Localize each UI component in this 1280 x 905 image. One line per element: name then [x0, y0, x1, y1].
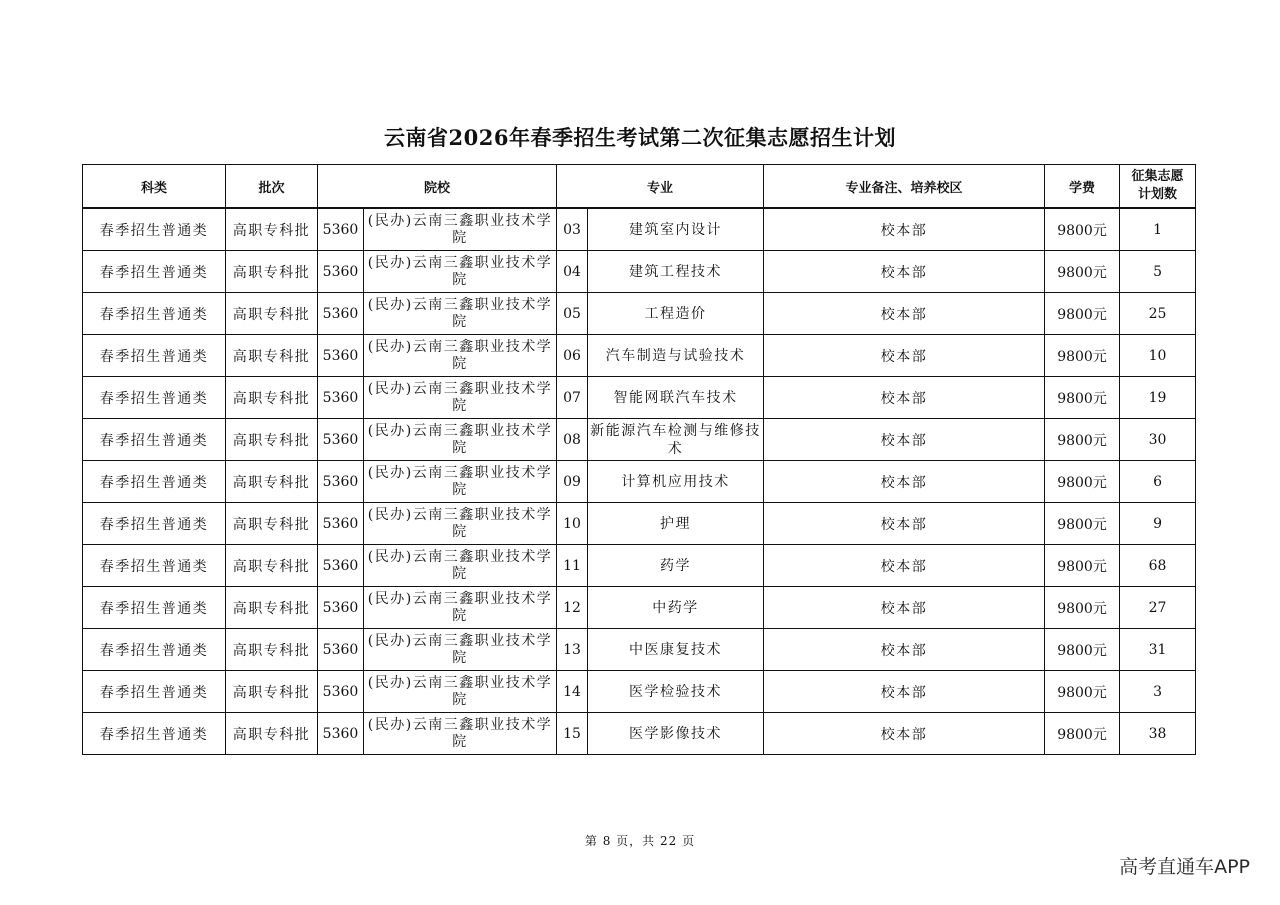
table-row: [83, 208, 1196, 251]
table-row: [83, 587, 1196, 629]
cell-major-code: 08: [557, 419, 588, 461]
cell-major-code: 13: [557, 629, 588, 671]
cell-major-code: 15: [557, 713, 588, 755]
cell-fee: 9800元: [1045, 713, 1120, 755]
cell-note: 校本部: [764, 629, 1045, 671]
cell-note: 校本部: [764, 713, 1045, 755]
cell-category: 春季招生普通类: [83, 208, 226, 251]
cell-plan: 19: [1120, 377, 1196, 419]
cell-school-code: 5360: [318, 671, 364, 713]
cell-school-code: 5360: [318, 461, 364, 503]
cell-major-code: 06: [557, 335, 588, 377]
cell-fee: 9800元: [1045, 335, 1120, 377]
cell-category: 春季招生普通类: [83, 293, 226, 335]
cell-major-code: 12: [557, 587, 588, 629]
header-plan-line2: 计划数: [1138, 187, 1178, 202]
header-major: 专业: [557, 165, 764, 209]
cell-plan: 68: [1120, 545, 1196, 587]
cell-school-code: 5360: [318, 377, 364, 419]
cell-batch: 高职专科批: [226, 503, 318, 545]
cell-major-name: 建筑工程技术: [588, 251, 764, 293]
table-row: [83, 377, 1196, 419]
header-note: 专业备注、培养校区: [764, 165, 1045, 209]
cell-batch: 高职专科批: [226, 587, 318, 629]
cell-fee: 9800元: [1045, 587, 1120, 629]
cell-fee: 9800元: [1045, 377, 1120, 419]
cell-school-code: 5360: [318, 335, 364, 377]
cell-school-name: (民办)云南三鑫职业技术学院: [364, 629, 557, 671]
cell-plan: 1: [1120, 208, 1196, 251]
cell-school-code: 5360: [318, 251, 364, 293]
cell-school-name: (民办)云南三鑫职业技术学院: [364, 335, 557, 377]
cell-note: 校本部: [764, 545, 1045, 587]
table-row: [83, 293, 1196, 335]
cell-school-name: (民办)云南三鑫职业技术学院: [364, 545, 557, 587]
cell-category: 春季招生普通类: [83, 587, 226, 629]
cell-school-name: (民办)云南三鑫职业技术学院: [364, 713, 557, 755]
cell-major-name: 工程造价: [588, 293, 764, 335]
cell-fee: 9800元: [1045, 419, 1120, 461]
cell-school-code: 5360: [318, 629, 364, 671]
cell-note: 校本部: [764, 251, 1045, 293]
cell-school-code: 5360: [318, 419, 364, 461]
table-row: [83, 251, 1196, 293]
cell-major-code: 10: [557, 503, 588, 545]
cell-school-name: (民办)云南三鑫职业技术学院: [364, 208, 557, 251]
cell-major-name: 计算机应用技术: [588, 461, 764, 503]
cell-batch: 高职专科批: [226, 419, 318, 461]
cell-fee: 9800元: [1045, 461, 1120, 503]
cell-major-code: 04: [557, 251, 588, 293]
cell-school-name: (民办)云南三鑫职业技术学院: [364, 671, 557, 713]
cell-school-name: (民办)云南三鑫职业技术学院: [364, 587, 557, 629]
cell-batch: 高职专科批: [226, 335, 318, 377]
page-number: 第 8 页，共 22 页: [584, 834, 696, 848]
cell-plan: 31: [1120, 629, 1196, 671]
cell-plan: 9: [1120, 503, 1196, 545]
cell-plan: 27: [1120, 587, 1196, 629]
cell-batch: 高职专科批: [226, 293, 318, 335]
cell-category: 春季招生普通类: [83, 713, 226, 755]
cell-major-code: 03: [557, 208, 588, 251]
cell-fee: 9800元: [1045, 671, 1120, 713]
table-row: [83, 419, 1196, 461]
cell-major-name: 护理: [588, 503, 764, 545]
cell-batch: 高职专科批: [226, 208, 318, 251]
cell-note: 校本部: [764, 461, 1045, 503]
cell-note: 校本部: [764, 671, 1045, 713]
header-plan: [1120, 165, 1196, 209]
cell-plan: 30: [1120, 419, 1196, 461]
header-batch: 批次: [226, 165, 318, 209]
cell-fee: 9800元: [1045, 629, 1120, 671]
table-row: [83, 629, 1196, 671]
cell-category: 春季招生普通类: [83, 503, 226, 545]
cell-note: 校本部: [764, 208, 1045, 251]
cell-major-code: 14: [557, 671, 588, 713]
cell-fee: 9800元: [1045, 545, 1120, 587]
cell-plan: 10: [1120, 335, 1196, 377]
plan-table: [82, 164, 1196, 755]
cell-fee: 9800元: [1045, 208, 1120, 251]
cell-school-code: 5360: [318, 713, 364, 755]
cell-major-name: 汽车制造与试验技术: [588, 335, 764, 377]
cell-school-code: 5360: [318, 293, 364, 335]
cell-major-code: 09: [557, 461, 588, 503]
cell-school-name: (民办)云南三鑫职业技术学院: [364, 503, 557, 545]
cell-major-name: 新能源汽车检测与维修技术: [588, 419, 764, 461]
cell-note: 校本部: [764, 377, 1045, 419]
table-row: [83, 335, 1196, 377]
app-watermark: 高考直通车APP: [1119, 856, 1250, 878]
cell-major-name: 智能网联汽车技术: [588, 377, 764, 419]
cell-fee: 9800元: [1045, 503, 1120, 545]
cell-fee: 9800元: [1045, 293, 1120, 335]
cell-batch: 高职专科批: [226, 713, 318, 755]
cell-major-code: 05: [557, 293, 588, 335]
table-body: [83, 208, 1196, 755]
cell-plan: 38: [1120, 713, 1196, 755]
cell-school-code: 5360: [318, 208, 364, 251]
cell-major-name: 医学检验技术: [588, 671, 764, 713]
table-row: [83, 461, 1196, 503]
cell-batch: 高职专科批: [226, 671, 318, 713]
cell-major-code: 11: [557, 545, 588, 587]
cell-category: 春季招生普通类: [83, 251, 226, 293]
header-fee: 学费: [1045, 165, 1120, 209]
header-plan-line1: 征集志愿: [1131, 169, 1184, 184]
cell-major-name: 中药学: [588, 587, 764, 629]
cell-batch: 高职专科批: [226, 545, 318, 587]
cell-note: 校本部: [764, 293, 1045, 335]
cell-school-name: (民办)云南三鑫职业技术学院: [364, 419, 557, 461]
cell-note: 校本部: [764, 503, 1045, 545]
table-row: [83, 713, 1196, 755]
cell-category: 春季招生普通类: [83, 335, 226, 377]
cell-note: 校本部: [764, 419, 1045, 461]
cell-note: 校本部: [764, 587, 1045, 629]
table-row: [83, 503, 1196, 545]
cell-school-code: 5360: [318, 503, 364, 545]
cell-batch: 高职专科批: [226, 629, 318, 671]
cell-note: 校本部: [764, 335, 1045, 377]
cell-plan: 25: [1120, 293, 1196, 335]
cell-category: 春季招生普通类: [83, 461, 226, 503]
cell-category: 春季招生普通类: [83, 629, 226, 671]
cell-major-name: 医学影像技术: [588, 713, 764, 755]
cell-major-name: 建筑室内设计: [588, 208, 764, 251]
cell-major-code: 07: [557, 377, 588, 419]
cell-school-name: (民办)云南三鑫职业技术学院: [364, 293, 557, 335]
cell-major-name: 中医康复技术: [588, 629, 764, 671]
cell-school-name: (民办)云南三鑫职业技术学院: [364, 377, 557, 419]
cell-plan: 5: [1120, 251, 1196, 293]
cell-category: 春季招生普通类: [83, 545, 226, 587]
cell-fee: 9800元: [1045, 251, 1120, 293]
table-header-row: [83, 165, 1196, 209]
table-row: [83, 545, 1196, 587]
cell-batch: 高职专科批: [226, 377, 318, 419]
cell-category: 春季招生普通类: [83, 419, 226, 461]
header-school: 院校: [318, 165, 557, 209]
cell-major-name: 药学: [588, 545, 764, 587]
page-title: 云南省2026年春季招生考试第二次征集志愿招生计划: [384, 125, 896, 150]
table-row: [83, 671, 1196, 713]
cell-category: 春季招生普通类: [83, 377, 226, 419]
cell-batch: 高职专科批: [226, 251, 318, 293]
cell-category: 春季招生普通类: [83, 671, 226, 713]
cell-plan: 6: [1120, 461, 1196, 503]
header-category: 科类: [83, 165, 226, 209]
cell-school-code: 5360: [318, 587, 364, 629]
cell-school-code: 5360: [318, 545, 364, 587]
cell-batch: 高职专科批: [226, 461, 318, 503]
cell-school-name: (民办)云南三鑫职业技术学院: [364, 461, 557, 503]
cell-plan: 3: [1120, 671, 1196, 713]
cell-school-name: (民办)云南三鑫职业技术学院: [364, 251, 557, 293]
